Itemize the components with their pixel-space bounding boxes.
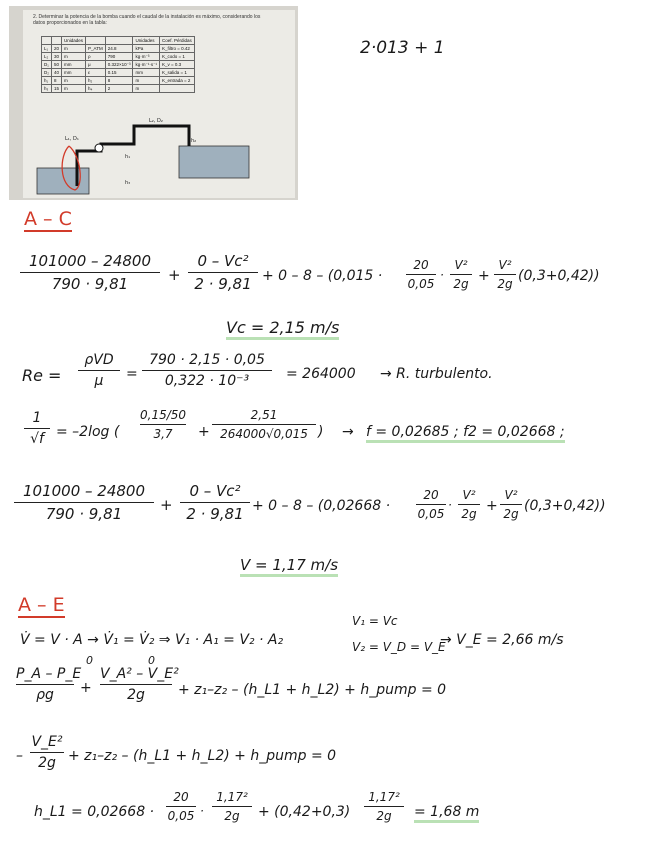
ve-result: → V_E = 2,66 m/s xyxy=(440,632,564,648)
problem-table-header-cell: Unidades xyxy=(62,37,86,45)
eq1-fraction-v2g xyxy=(450,258,472,291)
hl1-f1-num: 20 xyxy=(173,790,189,804)
pipe-line xyxy=(77,126,189,186)
problem-table-header-cell: Unidades xyxy=(133,37,160,45)
problem-table-cell xyxy=(159,85,194,93)
eq1-f5-den: 2g xyxy=(497,277,513,292)
eq2-fraction-ld xyxy=(416,488,446,521)
problem-table-cell: 50 xyxy=(52,61,62,69)
problem-table-cell: K_codo = 1 xyxy=(159,53,194,61)
eq2-plus2: + xyxy=(486,498,498,514)
problem-text: 2. Determinar la potencia de la bomba cuando el caudal de la instalación es máximo, considerando los datos proporcionados en la tabla: xyxy=(33,14,261,26)
re-f2-den: 0,322 · 10⁻³ xyxy=(164,373,250,390)
problem-table-header-cell xyxy=(105,37,133,45)
problem-table-cell: ε xyxy=(86,69,106,77)
energy1-f2 xyxy=(100,666,179,704)
label-l1d1: L₁, D₁ xyxy=(65,136,79,142)
eq2-f1-num: 101000 – 24800 xyxy=(22,482,145,500)
problem-table-cell: m xyxy=(62,85,86,93)
re-fraction-def xyxy=(78,352,120,389)
problem-table-cell: h₃ xyxy=(42,85,52,93)
colebrook-result xyxy=(366,424,565,440)
problem-table-cell: mm xyxy=(133,69,160,77)
problem-table xyxy=(41,36,195,93)
label-h1: h₁ xyxy=(125,154,131,160)
energy2-f-num: V_E² xyxy=(31,734,63,750)
colebrook-close: ) xyxy=(318,424,324,440)
eq2-f5-num: V² xyxy=(504,488,518,502)
problem-table-cell: 8 xyxy=(105,77,133,85)
hl1-lhs: h_L1 = 0,02668 · xyxy=(34,804,155,820)
problem-table-cell: D₂ xyxy=(42,69,52,77)
eq1-f4-num: V² xyxy=(454,258,468,272)
colebrook-f2-num: 2,51 xyxy=(250,408,278,422)
problem-table-cell: m xyxy=(62,77,86,85)
hl1-mid: + (0,42+0,3) xyxy=(258,804,351,820)
colebrook-lhs-num: 1 xyxy=(32,410,42,426)
hl1-f3-num: 1,17² xyxy=(368,790,400,804)
problem-table-cell: ρ xyxy=(86,53,106,61)
problem-table-cell: K_entrada = 2 xyxy=(159,77,194,85)
problem-table-cell: 790 xyxy=(105,53,133,61)
problem-table-row xyxy=(42,45,195,53)
problem-table-cell: kPa xyxy=(133,45,160,53)
re-fraction-values xyxy=(142,352,272,389)
problem-photo xyxy=(9,6,298,200)
problem-table-cell: L₁ xyxy=(42,45,52,53)
pipe-diagram xyxy=(29,116,289,198)
continuity: V̇ = V · A → V̇₁ = V̇₂ ⇒ V₁ · A₁ = V₂ · A₂ xyxy=(20,632,284,648)
eq1-fraction-ld xyxy=(406,258,436,291)
problem-table-cell: 24.8 xyxy=(105,45,133,53)
eq2-tail: + 0 – 8 – (0,02668 · xyxy=(252,498,391,514)
eq1-f3-den: 0,05 xyxy=(407,277,435,292)
eq2-fraction-velocity xyxy=(180,482,250,523)
hl1-f1-den: 0,05 xyxy=(167,809,195,824)
colebrook-f1-num: 0,15/50 xyxy=(140,408,187,422)
problem-table-header-cell xyxy=(42,37,52,45)
problem-table-row xyxy=(42,77,195,85)
eq1-fraction-v2g-2 xyxy=(494,258,516,291)
problem-table-cell: 40 xyxy=(52,69,62,77)
eq1-plus: + xyxy=(168,266,181,284)
colebrook-plus: + xyxy=(198,424,210,440)
eq2-plus: + xyxy=(160,496,173,514)
tank-right xyxy=(179,146,249,178)
problem-table-header-cell: Coef. Pérdidas xyxy=(159,37,194,45)
section-ae-title: A – E xyxy=(18,594,65,616)
brace-top: V₁ = Vc xyxy=(352,614,398,628)
colebrook-mid: = –2log ( xyxy=(56,424,120,440)
re-eq: = xyxy=(126,366,138,382)
problem-table-cell: m xyxy=(62,53,86,61)
eq1-f2-num: 0 – Vc² xyxy=(197,252,249,270)
problem-table-cell: kg·m⁻¹·s⁻¹ xyxy=(133,61,160,69)
problem-table-cell: m xyxy=(62,45,86,53)
hl1-f3 xyxy=(364,790,404,823)
eq2-fraction-v2g xyxy=(458,488,480,521)
hl1-f2 xyxy=(212,790,252,823)
problem-table-header xyxy=(42,37,195,45)
v-result xyxy=(240,556,338,574)
eq1-f1-num: 101000 – 24800 xyxy=(28,252,151,270)
vc-result xyxy=(226,318,339,337)
problem-table-cell: P_ATM xyxy=(86,45,106,53)
problem-table-cell: D₁ xyxy=(42,61,52,69)
problem-table-cell: 2 xyxy=(105,85,133,93)
problem-table-row xyxy=(42,53,195,61)
problem-table-cell: mm xyxy=(62,61,86,69)
hl1-result-text: = 1,68 m xyxy=(414,804,479,823)
label-h2: h₂ xyxy=(191,138,197,144)
problem-table-header-cell xyxy=(52,37,62,45)
problem-table-cell: kg·m⁻³ xyxy=(133,53,160,61)
energy1-f2-den: 2g xyxy=(127,687,145,704)
eq2-end: (0,3+0,42)) xyxy=(524,498,606,514)
eq2-f5-den: 2g xyxy=(503,507,519,522)
re-f2-num: 790 · 2,15 · 0,05 xyxy=(149,352,265,368)
problem-table-cell: L₂ xyxy=(42,53,52,61)
eq1-f5-num: V² xyxy=(498,258,512,272)
problem-table-row xyxy=(42,85,195,93)
zero-mark-1: 0 xyxy=(86,654,93,667)
eq2-f3-num: 20 xyxy=(423,488,439,502)
problem-table-cell: K_filtro = 0.42 xyxy=(159,45,194,53)
problem-table-cell: K_salida = 1 xyxy=(159,69,194,77)
problem-table-cell: μ xyxy=(86,61,106,69)
eq1-end: (0,3+0,42)) xyxy=(518,268,600,284)
problem-table-cell: h₁ xyxy=(42,77,52,85)
colebrook-f2-den: 264000√0,015 xyxy=(220,427,308,442)
problem-table-row xyxy=(42,69,195,77)
problem-table-cell: 0.322×10⁻³ xyxy=(105,61,133,69)
colebrook-lhs xyxy=(24,410,50,447)
colebrook-arrow: → xyxy=(342,424,354,440)
problem-table-cell: 15 xyxy=(52,85,62,93)
problem-table-cell: 0.15 xyxy=(105,69,133,77)
hl1-dot: · xyxy=(200,804,204,818)
eq1-fraction-velocity xyxy=(188,252,258,293)
header-note: 2·013 + 1 xyxy=(360,38,445,58)
problem-table-header-cell xyxy=(86,37,106,45)
colebrook-f2 xyxy=(212,408,316,441)
re-label: Re = xyxy=(22,366,62,385)
colebrook-lhs-den: √f xyxy=(30,431,44,448)
eq1-f1-den: 790 · 9,81 xyxy=(51,275,129,294)
problem-table-row xyxy=(42,61,195,69)
eq2-f3-den: 0,05 xyxy=(417,507,445,522)
energy2-f xyxy=(30,734,64,771)
problem-table-cell: mm xyxy=(62,69,86,77)
energy2-f-den: 2g xyxy=(38,755,56,772)
energy2-minus: – xyxy=(16,748,23,764)
problem-table-cell: m xyxy=(133,85,160,93)
energy1-f1-num: P_A – P_E xyxy=(16,666,82,682)
v-result-text: V = 1,17 m/s xyxy=(240,556,338,577)
eq1-fraction-pressure xyxy=(20,252,160,293)
energy1-f1-den: ρg xyxy=(36,687,54,704)
eq1-dot: · xyxy=(440,268,444,282)
eq2-f2-den: 2 · 9,81 xyxy=(186,505,244,524)
eq1-f2-den: 2 · 9,81 xyxy=(194,275,252,294)
hl1-f1 xyxy=(166,790,196,823)
eq1-plus2: + xyxy=(478,268,490,284)
label-l2d2: L₂, D₂ xyxy=(149,118,163,124)
hl1-f2-num: 1,17² xyxy=(216,790,248,804)
energy1-plus: + xyxy=(80,680,92,696)
section-ac-title: A – C xyxy=(24,208,72,230)
eq2-f1-den: 790 · 9,81 xyxy=(45,505,123,524)
re-note: → R. turbulento. xyxy=(380,366,493,382)
vc-result-text: Vc = 2,15 m/s xyxy=(226,318,339,340)
colebrook-f1-den: 3,7 xyxy=(153,427,173,442)
re-result: = 264000 xyxy=(286,366,356,382)
problem-table-cell: 8 xyxy=(52,77,62,85)
problem-table-cell: K_v = 0.3 xyxy=(159,61,194,69)
hl1-f3-den: 2g xyxy=(376,809,392,824)
zero-mark-2: 0 xyxy=(148,654,155,667)
eq2-f4-num: V² xyxy=(462,488,476,502)
eq1-f4-den: 2g xyxy=(453,277,469,292)
energy2-rest: + z₁–z₂ – (h_L1 + h_L2) + h_pump = 0 xyxy=(68,748,337,764)
label-h3: h₃ xyxy=(125,180,131,186)
problem-table-cell: h₄ xyxy=(86,85,106,93)
energy1-rest: + z₁–z₂ – (h_L1 + h_L2) + h_pump = 0 xyxy=(178,682,447,698)
pump-icon xyxy=(95,144,103,152)
energy1-f1 xyxy=(16,666,82,704)
eq1-tail: + 0 – 8 – (0,015 · xyxy=(262,268,383,284)
eq2-f4-den: 2g xyxy=(461,507,477,522)
re-f1-den: μ xyxy=(94,373,104,390)
brace-bottom: V₂ = V_D = V_E xyxy=(352,640,446,654)
eq2-dot: · xyxy=(448,498,452,512)
colebrook-result-text: f = 0,02685 ; f2 = 0,02668 ; xyxy=(366,424,565,443)
eq2-fraction-pressure xyxy=(14,482,154,523)
re-f1-num: ρVD xyxy=(84,352,114,368)
problem-table-cell: h₂ xyxy=(86,77,106,85)
colebrook-f1 xyxy=(140,408,186,441)
energy1-f2-num: V_A² – V_E² xyxy=(100,666,179,682)
eq2-fraction-v2g-2 xyxy=(500,488,522,521)
problem-table-cell: 20 xyxy=(52,45,62,53)
eq2-f2-num: 0 – Vc² xyxy=(189,482,241,500)
hl1-f2-den: 2g xyxy=(224,809,240,824)
problem-table-cell: m xyxy=(133,77,160,85)
problem-table-cell: 30 xyxy=(52,53,62,61)
hl1-result xyxy=(414,804,479,820)
eq1-f3-num: 20 xyxy=(413,258,429,272)
